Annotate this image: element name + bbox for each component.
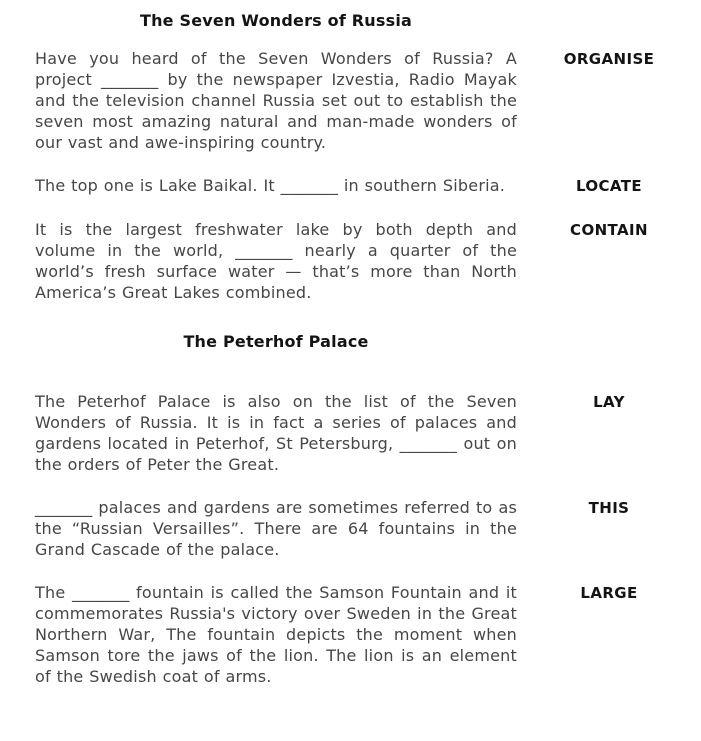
exercise-paragraph: _______ palaces and gardens are sometimes referred to as the “Russian Versailles”. There are 64 fountains in the Grand Cascade of the palace.: [35, 498, 517, 559]
exercise-row: [35, 582, 701, 687]
exercise-paragraph: The top one is Lake Baikal. It _______ in southern Siberia.: [35, 176, 506, 195]
keyword-prompt: ORGANISE: [563, 50, 655, 68]
exercise-row: [35, 497, 701, 560]
exercise-row: [35, 219, 701, 303]
exercise-row: [35, 175, 701, 197]
exercise-paragraph: Have you heard of the Seven Wonders of Russia? A project _______ by the newspaper Izvestia, Radio Mayak and the television channel Russia set out to establish the seven most amazing natural and man-made wonders of our vast and awe-inspiring country.: [35, 49, 517, 152]
exercise-paragraph: The _______ fountain is called the Samson Fountain and it commemorates Russia's victory over Sweden in the Great Northern War, The fountain depicts the moment when Samson tore the jaws of the lion. The lion is an element of the Swedish coat of arms.: [35, 583, 517, 686]
keyword-prompt: LAY: [593, 393, 625, 411]
keyword-prompt: LARGE: [580, 584, 638, 602]
exercise-paragraph: The Peterhof Palace is also on the list of the Seven Wonders of Russia. It is in fact a series of palaces and gardens located in Peterhof, St Petersburg, _______ out on the orders of Peter the Great.: [35, 392, 517, 474]
section-peterhof-palace: [35, 331, 701, 687]
section-seven-wonders: [35, 10, 701, 303]
section-title: The Seven Wonders of Russia: [139, 11, 413, 30]
keyword-prompt: CONTAIN: [570, 221, 648, 239]
section-title: The Peterhof Palace: [183, 332, 369, 351]
keyword-prompt: LOCATE: [575, 177, 643, 195]
exercise-paragraph: It is the largest freshwater lake by both depth and volume in the world, _______ nearly a quarter of the world’s fresh surface water — that’s more than North America’s Great Lakes combined.: [35, 220, 517, 302]
exercise-row: [35, 48, 701, 153]
exercise-row: [35, 391, 701, 475]
keyword-prompt: THIS: [588, 499, 630, 517]
